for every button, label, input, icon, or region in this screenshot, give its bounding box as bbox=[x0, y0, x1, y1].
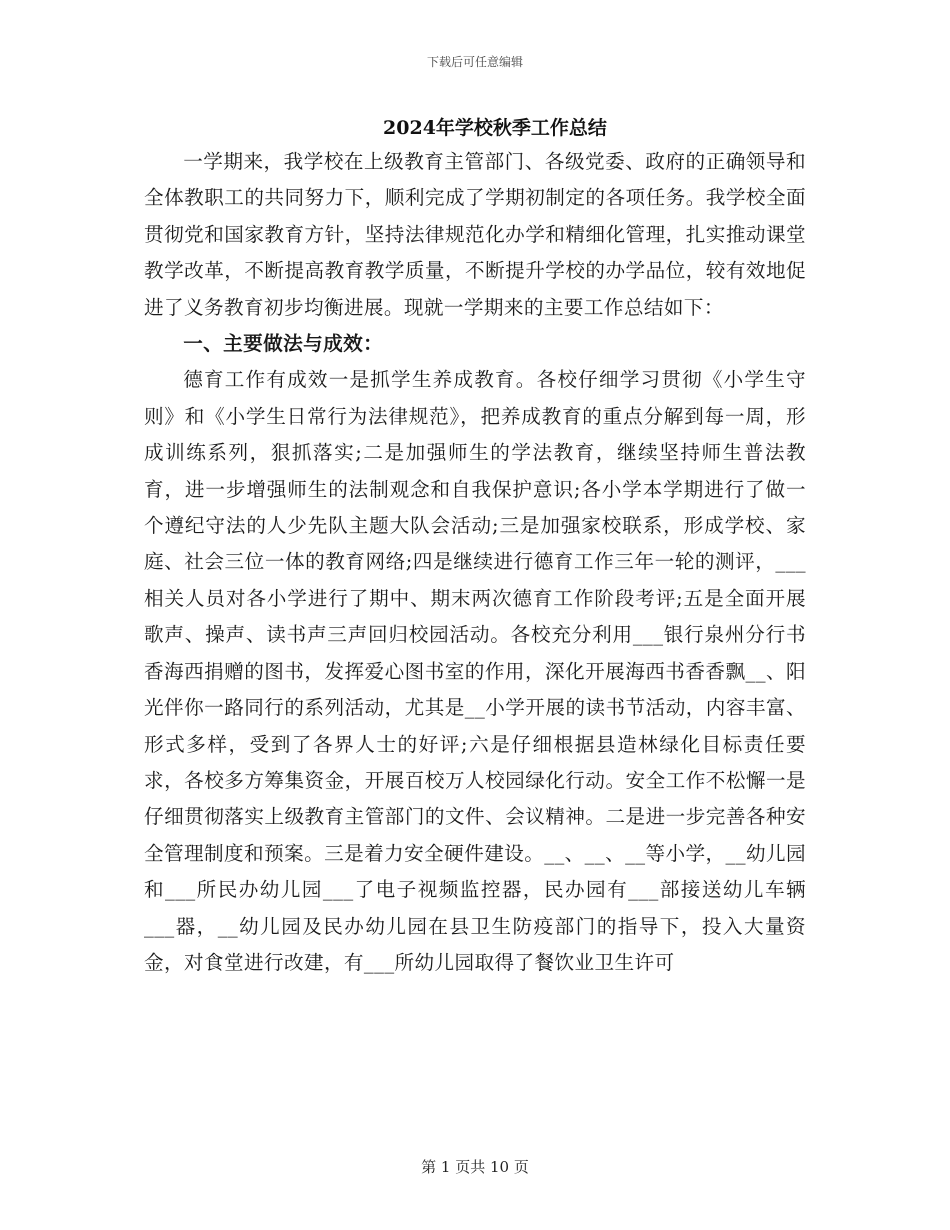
document-body bbox=[144, 144, 806, 981]
intro-paragraph: 一学期来，我学校在上级教育主管部门、各级党委、政府的正确领导和全体教职工的共同努力下，顺利完成了学期初制定的各项任务。我学校全面贯彻党和国家教育方针，坚持法律规范化办学和精细化管理，扎实推动课堂教学改革，不断提高教育教学质量，不断提升学校的办学品位，较有效地促进了义务教育初步均衡进展。现就一学期来的主要工作总结如下： bbox=[144, 150, 806, 319]
page-header-note: 下载后可任意编辑 bbox=[426, 55, 523, 69]
moral-education-paragraph: 德育工作有成效一是抓学生养成教育。各校仔细学习贯彻《小学生守则》和《小学生日常行为法律规范》，把养成教育的重点分解到每一周，形成训练系列，狠抓落实;二是加强师生的学法教育，继续坚持师生普法教育，进一步增强师生的法制观念和自我保护意识;各小学本学期进行了做一个遵纪守法的人少先队主题大队会活动;三是加强家校联系，形成学校、家庭、社会三位一体的教育网络;四是继续进行德育工作三年一轮的测评，___相关人员对各小学进行了期中、期末两次德育工作阶段考评;五是全面开展歌声、操声、读书声三声回归校园活动。各校充分利用___银行泉州分行书香海西捐赠的图书，发挥爱心图书室的作用，深化开展海西书香香飘__、阳光伴你一路同行的系列活动，尤其是__小学开展的读书节活动，内容丰富、形式多样，受到了各界人士的好评;六是仔细根据县造林绿化目标责任要求，各校多方筹集资金，开展百校万人校园绿化行动。安全工作不松懈一是仔细贯彻落实上级教育主管部门的文件、会议精神。二是进一步完善各种安全管理制度和预案。三是着力安全硬件建设。__、__、__等小学，__幼儿园和___所民办幼儿园___了电子视频监控器，民办园有___部接送幼儿车辆___器，__幼儿园及民办幼儿园在县卫生防疫部门的指导下，投入大量资金，对食堂进行改建，有___所幼儿园取得了餐饮业卫生许可 bbox=[144, 368, 806, 974]
page-number: 第 1 页共 10 页 bbox=[421, 1158, 529, 1176]
section-heading: 一、主要做法与成效： bbox=[183, 332, 384, 356]
document-title: 2024年学校秋季工作总结 bbox=[383, 117, 607, 139]
